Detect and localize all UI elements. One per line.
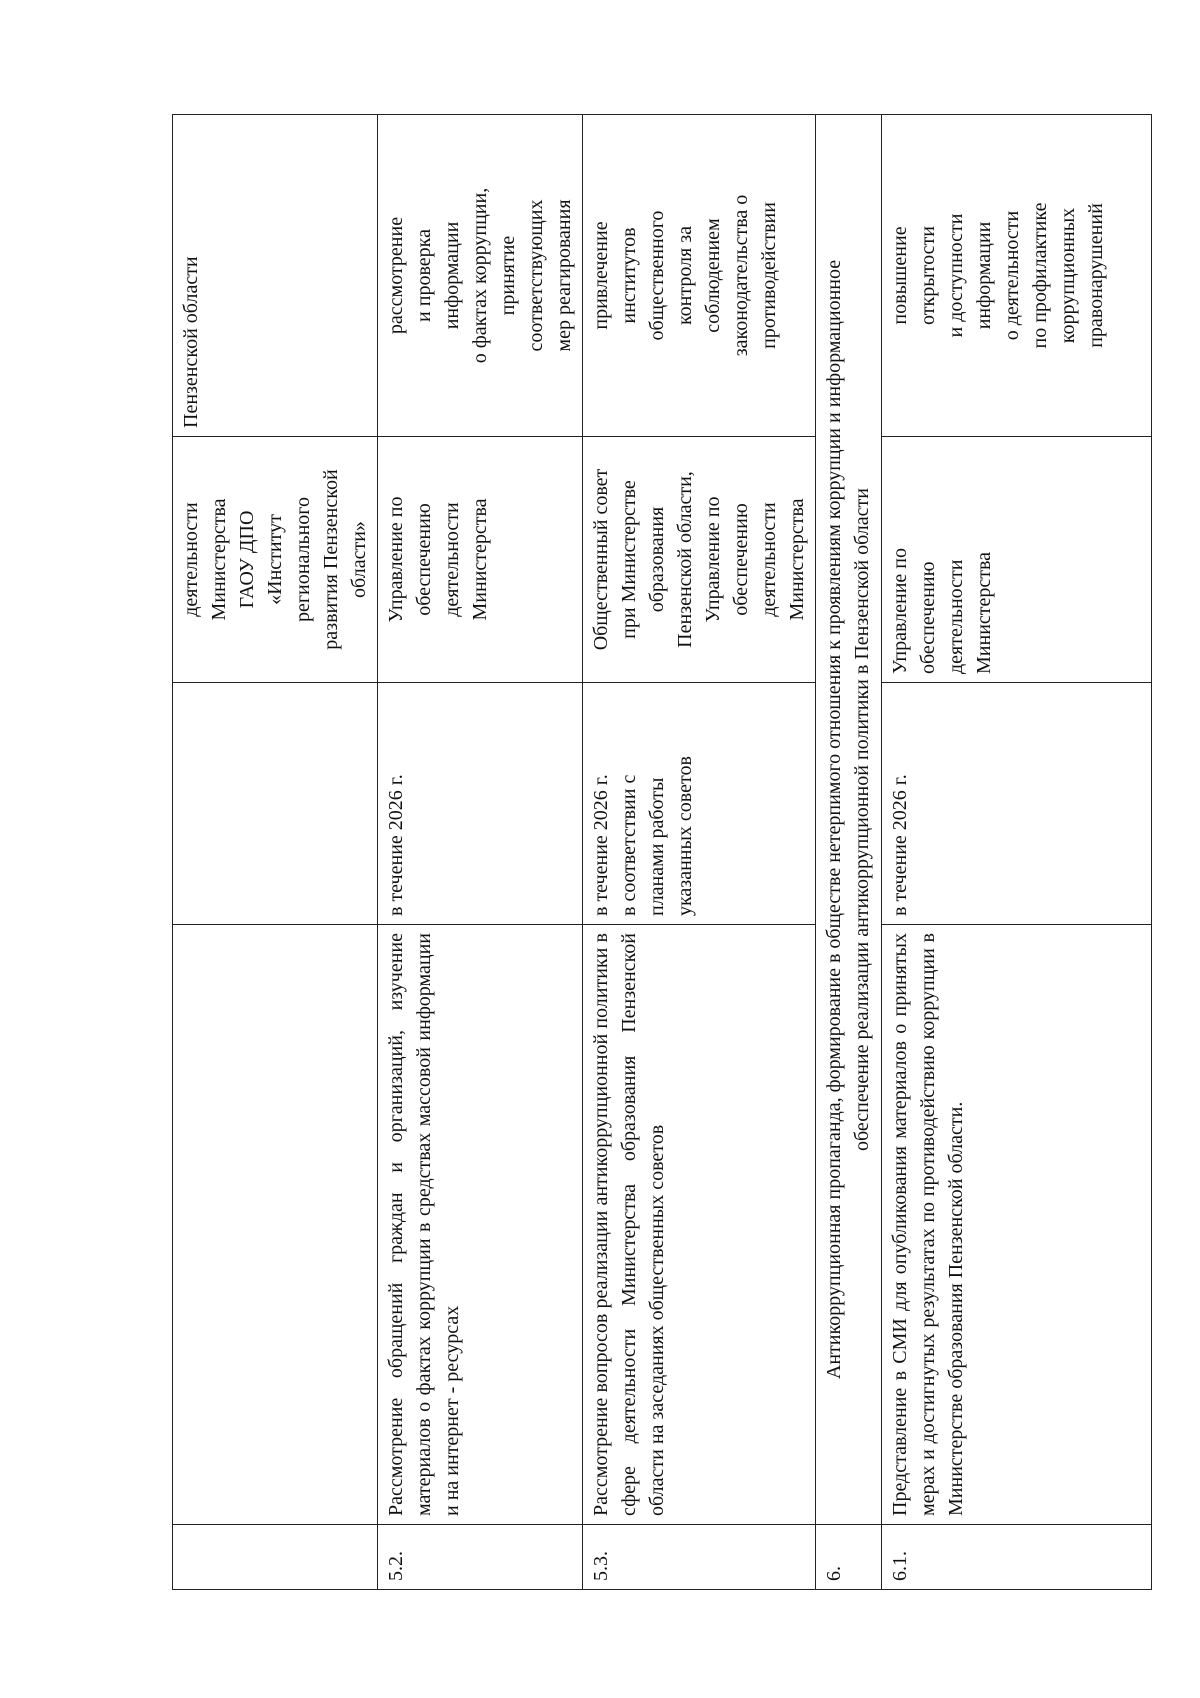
cell-term: в течение 2026 г. <box>378 683 583 925</box>
result-line: коррупционных <box>1057 207 1079 344</box>
cell-number: 5.3. <box>583 1525 816 1590</box>
executor-line: Министерства <box>469 498 491 621</box>
executor-line: обеспечению <box>730 503 752 616</box>
table-row <box>583 115 816 1590</box>
section-title-line: Антикоррупционная пропаганда, формирование в обществе нетерпимого отношения к проявлениям коррупции и информационное <box>823 259 845 1380</box>
table-row-continuation <box>173 115 378 1590</box>
result-line: рассмотрение <box>385 216 407 335</box>
section-row <box>816 115 882 1590</box>
table-row <box>882 115 1152 1590</box>
cell-measure <box>173 925 378 1525</box>
result-line: соблюдением <box>702 218 724 333</box>
cell-executor <box>173 437 378 683</box>
executor-line: деятельности <box>180 502 202 617</box>
result-line: привлечение <box>590 221 612 330</box>
cell-term <box>173 683 378 925</box>
result-line: повышение <box>889 226 911 325</box>
executor-line: Министерства <box>973 551 995 674</box>
result-line: о деятельности <box>1001 210 1023 341</box>
executor-line: области» <box>348 521 370 598</box>
cell-executor <box>378 437 583 683</box>
term-line: в течение 2026 г. <box>590 774 612 916</box>
result-line: информации <box>973 221 995 330</box>
result-line: о фактах коррупции, <box>469 187 491 364</box>
executor-line: Управление по <box>702 496 724 623</box>
executor-line: Пензенской области, <box>674 471 696 648</box>
result-line: законодательства о <box>730 194 752 357</box>
cell-number: 5.2. <box>378 1525 583 1590</box>
executor-line: развития Пензенской <box>320 469 342 650</box>
executor-line: Министерства <box>786 498 808 621</box>
result-line: мер реагирования <box>553 199 575 352</box>
section-title-line: обеспечение реализации антикоррупционной политики в Пензенской области <box>851 488 873 1151</box>
result-line: противодействии <box>758 202 780 349</box>
executor-line: образования <box>646 506 668 613</box>
table-row <box>378 115 583 1590</box>
cell-term <box>583 683 816 925</box>
section-number: 6. <box>816 1525 882 1590</box>
executor-line: деятельности <box>758 502 780 617</box>
result-line: и проверка <box>413 229 435 322</box>
executor-line: «Институт <box>264 514 286 605</box>
result-line: общественного <box>646 210 668 341</box>
executor-line: деятельности <box>441 502 463 617</box>
result-line: информации <box>441 221 463 330</box>
executor-line: Министерства <box>208 498 230 621</box>
cell-executor <box>882 437 1152 683</box>
term-line: планами работы <box>646 777 668 916</box>
rotated-table-container <box>172 115 1107 1590</box>
cell-result <box>882 115 1152 437</box>
cell-measure: Представление в СМИ для опубликования материалов о принятых мерах и достигнутых результатах по противодействию коррупции в Министерстве образования Пензенской области. <box>882 925 1152 1525</box>
cell-measure: Рассмотрение вопросов реализации антикоррупционной политики в сфере деятельности Министерства образования Пензенской области на заседаниях общественных советов <box>583 925 816 1525</box>
executor-line: обеспечению <box>917 561 939 674</box>
result-line: и доступности <box>945 213 967 338</box>
executor-line: Управление по <box>889 547 911 674</box>
executor-line: обеспечению <box>413 503 435 616</box>
executor-line: ГАОУ ДПО <box>236 510 258 609</box>
result-line: принятие <box>497 235 519 316</box>
result-line: контроля за <box>674 225 696 326</box>
cell-result: Пензенской области <box>173 115 378 437</box>
result-line: соответствующих <box>525 199 547 352</box>
executor-line: деятельности <box>945 559 967 674</box>
result-line: по профилактике <box>1029 202 1051 349</box>
anticorruption-plan-table <box>172 114 1152 1590</box>
cell-measure: Рассмотрение обращений граждан и организаций, изучение материалов о фактах коррупции в средствах массовой информации и на интернет - ресурсах <box>378 925 583 1525</box>
cell-term: в течение 2026 г. <box>882 683 1152 925</box>
cell-number <box>173 1525 378 1590</box>
result-line: институтов <box>618 227 640 324</box>
term-line: указанных советов <box>674 756 696 916</box>
result-line: правонарушений <box>1085 203 1107 348</box>
result-line: открытости <box>917 226 939 325</box>
cell-result <box>378 115 583 437</box>
executor-line: Управление по <box>385 496 407 623</box>
executor-line: регионального <box>292 496 314 623</box>
cell-result <box>583 115 816 437</box>
section-title <box>816 115 882 1525</box>
executor-line: при Министерстве <box>618 480 640 639</box>
cell-executor <box>583 437 816 683</box>
term-line: в соответствии с <box>618 774 640 916</box>
cell-number: 6.1. <box>882 1525 1152 1590</box>
executor-line: Общественный совет <box>590 468 612 651</box>
